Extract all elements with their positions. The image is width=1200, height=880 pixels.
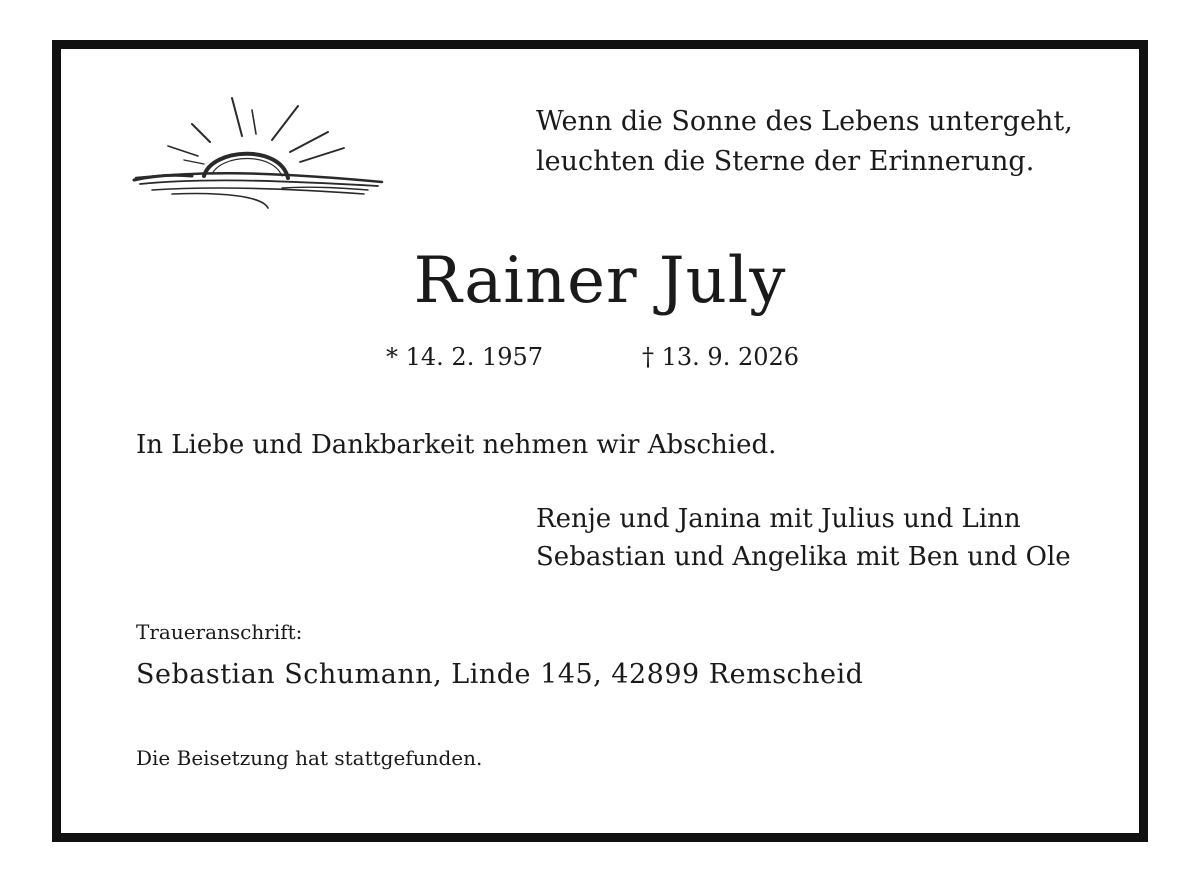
mourners-line-1: Renje und Janina mit Julius und Linn: [536, 504, 1021, 534]
mourners-list: [536, 500, 1071, 576]
setting-sun-icon: [132, 90, 388, 214]
condolence-address-label: Traueranschrift:: [136, 620, 303, 644]
motto-quote: [536, 102, 1073, 182]
death-date: † 13. 9. 2026: [642, 343, 800, 371]
farewell-text: In Liebe und Dankbarkeit nehmen wir Abschied.: [136, 430, 777, 460]
condolence-address: Sebastian Schumann, Linde 145, 42899 Remscheid: [136, 659, 864, 690]
birth-date: * 14. 2. 1957: [386, 343, 544, 371]
motto-line-2: leuchten die Sterne der Erinnerung.: [536, 146, 1035, 177]
burial-note: Die Beisetzung hat stattgefunden.: [136, 746, 483, 770]
mourners-line-2: Sebastian und Angelika mit Ben und Ole: [536, 542, 1071, 572]
deceased-name: Rainer July: [413, 244, 787, 318]
motto-line-1: Wenn die Sonne des Lebens untergeht,: [536, 106, 1073, 137]
